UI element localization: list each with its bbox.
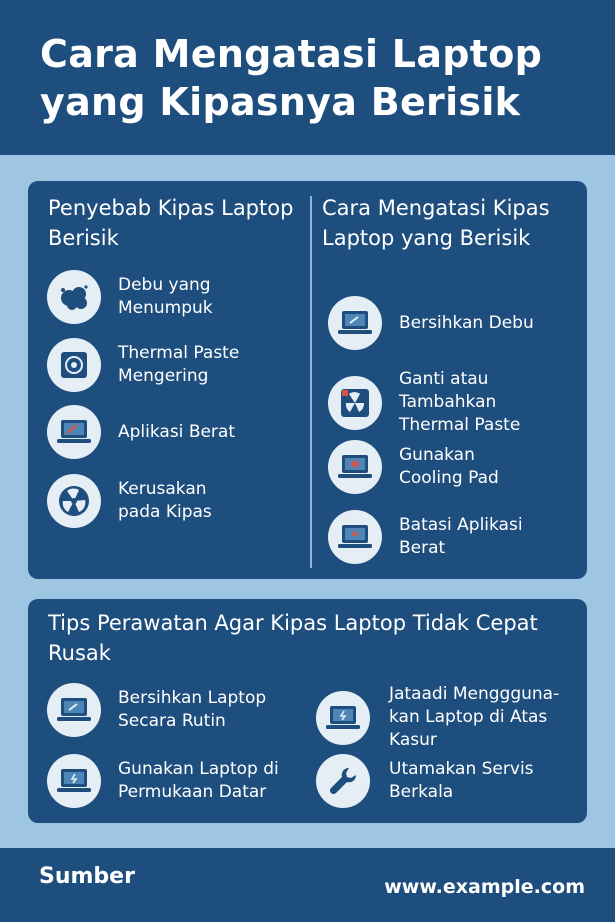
tip-label: Bersihkan Laptop Secara Rutin [118, 688, 267, 731]
source-url[interactable]: www.example.com [384, 876, 585, 898]
page-title: Cara Mengatasi Laptop yang Kipasnya Berisik [40, 32, 543, 124]
dust-icon [47, 270, 101, 324]
fan-icon [328, 376, 382, 430]
cause-label: Kerusakan pada Kipas [118, 479, 212, 522]
cooling-pad-icon [328, 440, 382, 494]
cause-label: Debu yang Menumpuk [118, 275, 213, 318]
cause-item [47, 474, 212, 528]
laptop-icon [47, 683, 101, 737]
tip-item [47, 754, 279, 808]
laptop-icon [316, 691, 370, 745]
solutions-title: Cara Mengatasi Kipas Laptop yang Berisik [322, 196, 550, 250]
solution-label: Bersihkan Debu [399, 312, 534, 333]
tip-item [316, 683, 559, 752]
tip-label: Utamakan Servis Berkala [389, 759, 534, 802]
solution-label: Batasi Aplikasi Berat [399, 515, 523, 558]
cause-item [47, 270, 213, 324]
tip-item [316, 754, 534, 808]
tips-title: Tips Perawatan Agar Kipas Laptop Tidak Cepat Rusak [48, 611, 538, 665]
column-divider [310, 196, 312, 568]
cause-item [47, 405, 235, 459]
solution-item [328, 368, 520, 437]
cause-item [47, 338, 239, 392]
cause-label: Thermal Paste Mengering [118, 343, 240, 386]
causes-title: Penyebab Kipas Laptop Berisik [48, 196, 294, 250]
tip-item [47, 683, 266, 737]
solution-item [328, 440, 499, 494]
solution-item [328, 510, 523, 564]
wrench-icon [316, 754, 370, 808]
solution-label: Ganti atau Tambahkan Thermal Paste [399, 369, 521, 435]
cpu-fan-icon [47, 338, 101, 392]
solution-item [328, 296, 534, 350]
tip-label: Gunakan Laptop di Permukaan Datar [118, 759, 279, 802]
cause-label: Aplikasi Berat [118, 421, 236, 442]
tip-label: Jataadi Menggguna- kan Laptop di Atas Kasur [389, 684, 560, 750]
fan-icon [47, 474, 101, 528]
laptop-icon [47, 754, 101, 808]
laptop-icon [47, 405, 101, 459]
laptop-icon [328, 510, 382, 564]
laptop-icon [328, 296, 382, 350]
source-label: Sumber [39, 864, 135, 889]
solution-label: Gunakan Cooling Pad [399, 445, 499, 488]
